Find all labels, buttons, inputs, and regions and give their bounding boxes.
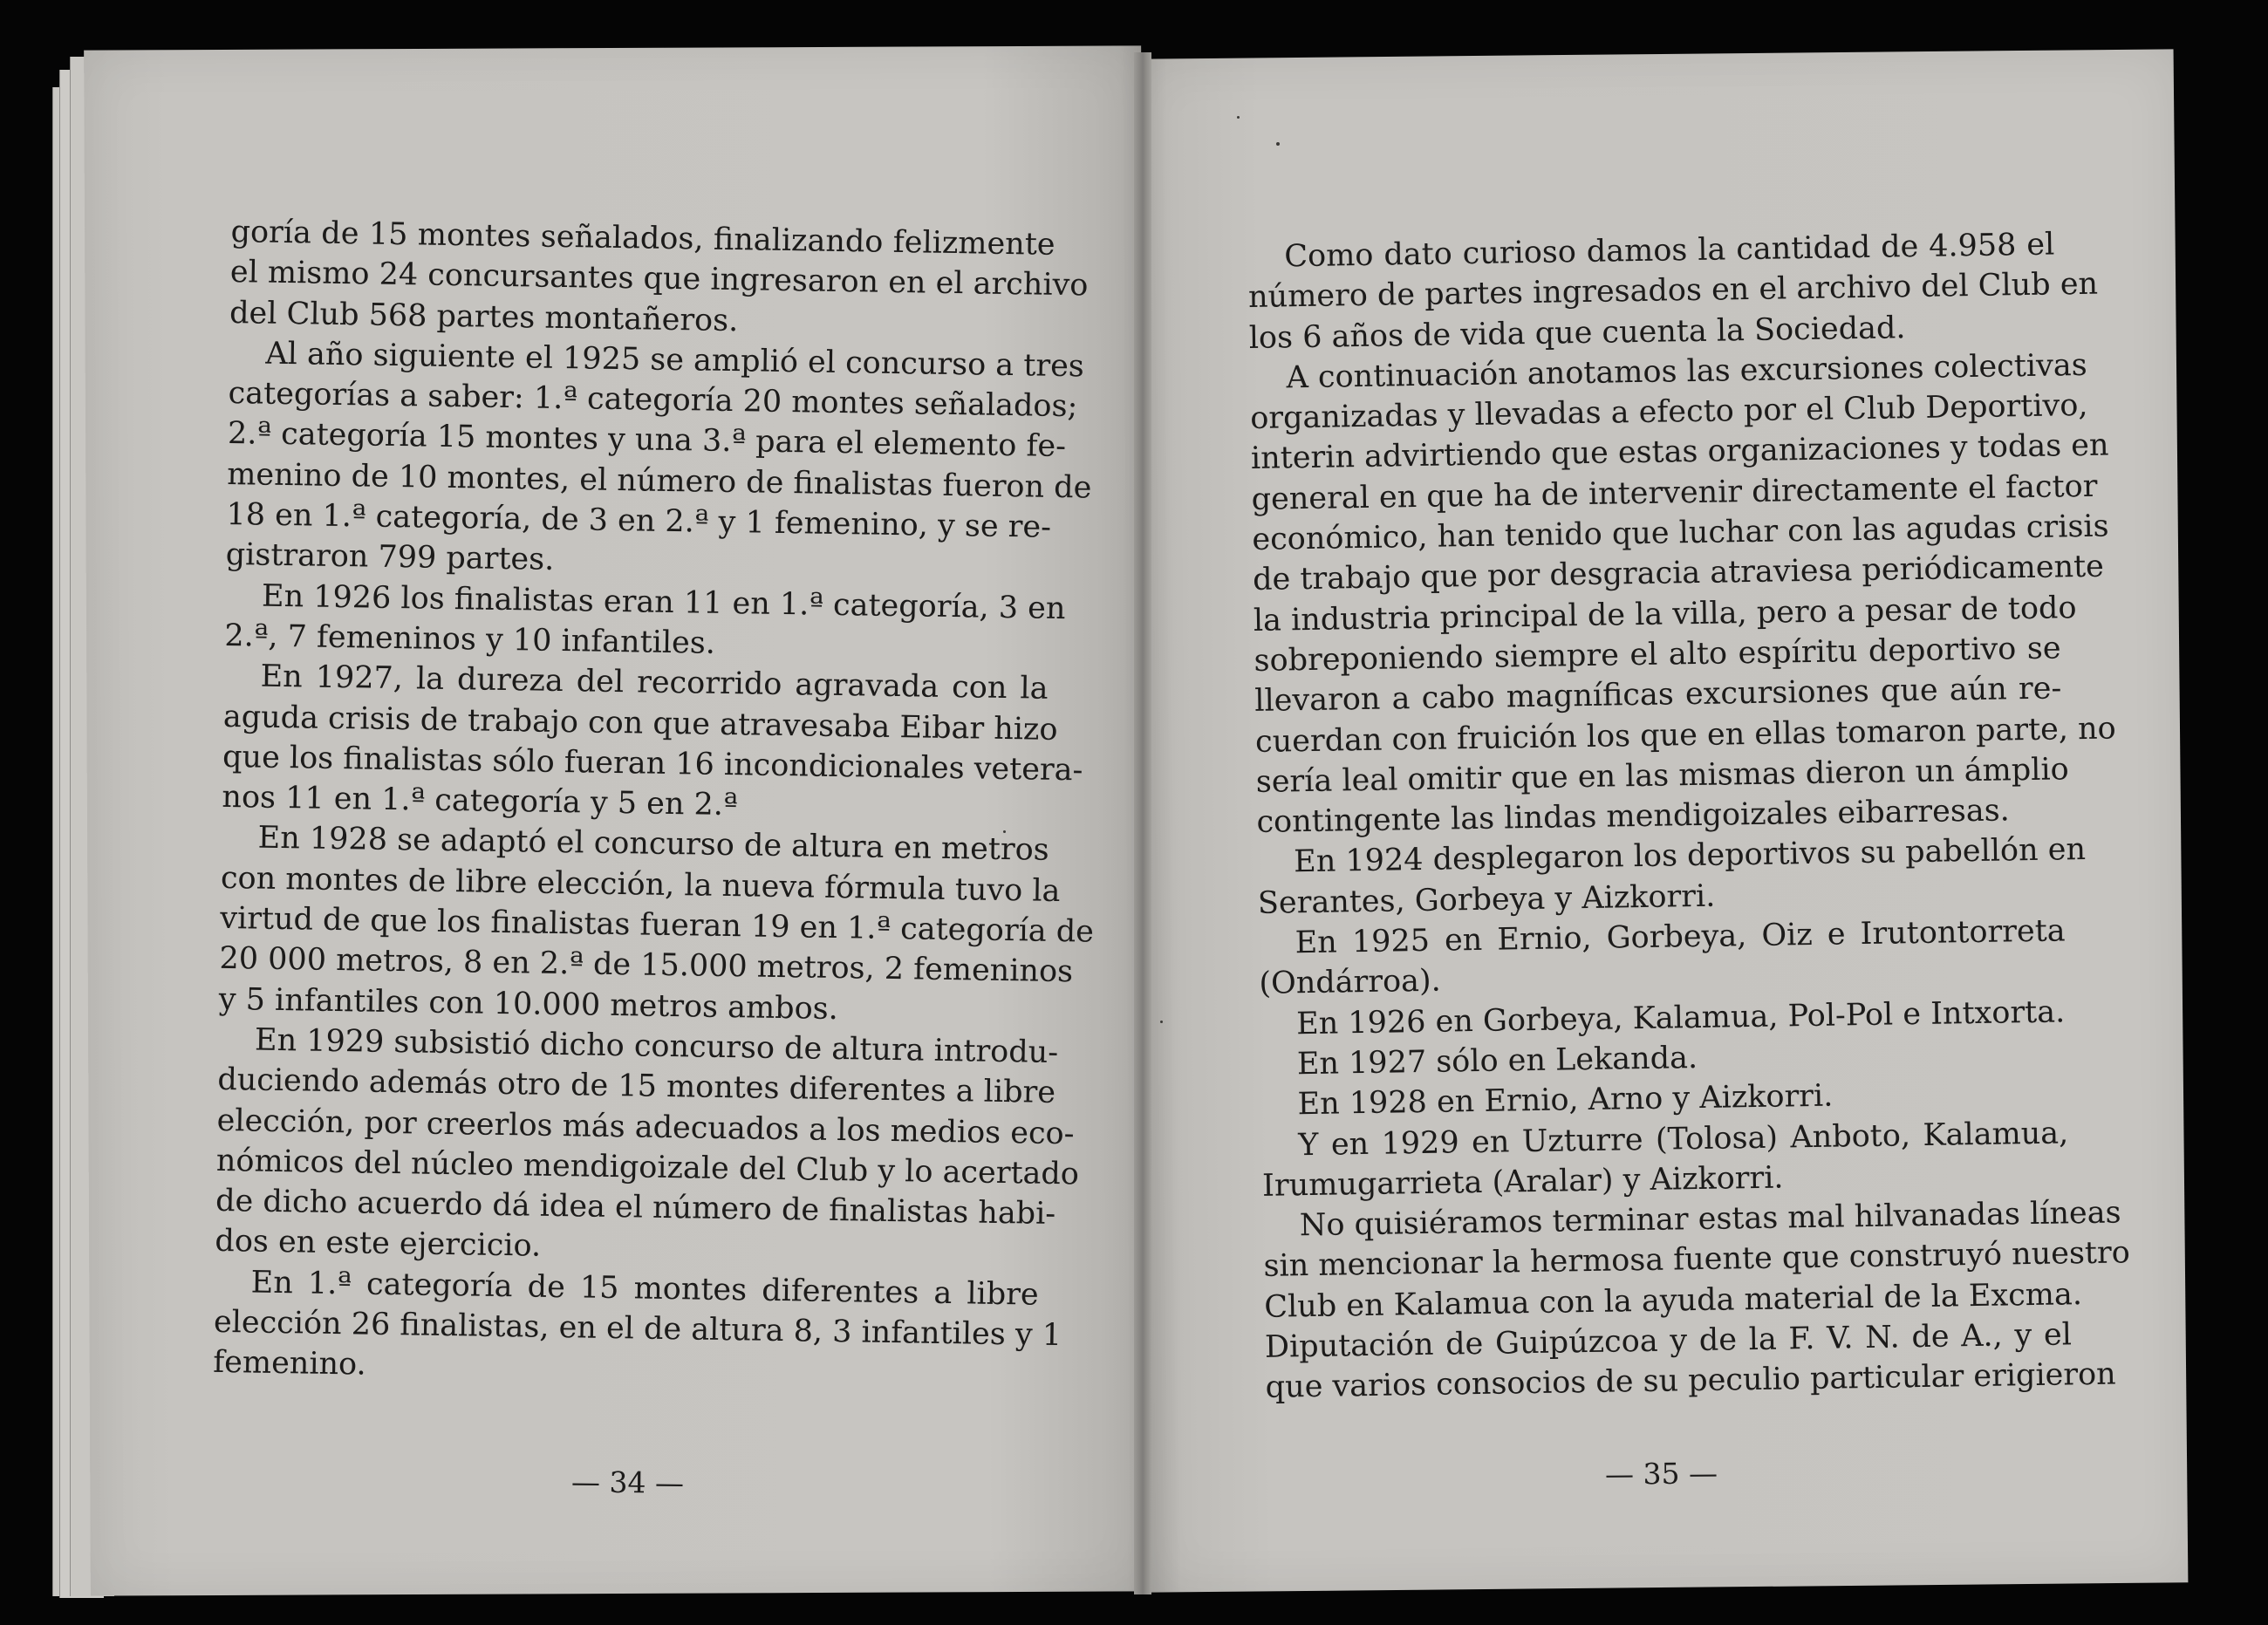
text-line: sin mencionar la hermosa fuente que construyó nuestro [1263, 1235, 2131, 1285]
text-line: menino de 10 montes, el número de finalistas fueron de [226, 456, 1092, 506]
text-line: (Ondárroa). [1259, 963, 1442, 1002]
text-line: número de partes ingresados en el archivo del Club en [1247, 266, 2099, 316]
text-line: económico, han tenido que luchar con las agudas crisis [1252, 509, 2109, 558]
text-line: con montes de libre elección, la nueva fórmula tuvo la [220, 860, 1061, 909]
right-page-text [1247, 224, 2131, 1408]
text-line: femenino. [212, 1345, 367, 1383]
text-line: que varios consocios de su peculio particular erigieron [1265, 1356, 2116, 1406]
text-line: No quisiéramos terminar estas mal hilvanadas líneas [1299, 1195, 2121, 1244]
text-line: virtud de que los finalistas fueran 19 en 1.ª categoría de [219, 900, 1095, 950]
text-line: En 1926 los finalistas eran 11 en 1.ª categoría, 3 en [261, 578, 1066, 626]
text-line: llevaron a cabo magníficas excursiones que aún re- [1254, 671, 2062, 720]
text-line: los 6 años de vida que cuenta la Sociedad. [1248, 310, 1906, 356]
text-line: que los finalistas sólo fueran 16 incondicionales vetera- [222, 739, 1083, 789]
text-line: Diputación de Guipúzcoa y de la F. V. N. de A., y el [1264, 1317, 2073, 1365]
text-line: dos en este ejercicio. [215, 1224, 542, 1265]
page-number-right: — 35 — [1604, 1456, 1718, 1492]
text-line: 20 000 metros, 8 en 2.ª de 15.000 metros, 2 femeninos [219, 941, 1074, 990]
text-line: del Club 568 partes montañeros. [229, 295, 739, 338]
text-line: En 1928 se adaptó el concurso de altura en metros [257, 821, 1049, 869]
text-line: nómicos del núcleo mendigoizale del Club y lo acertado [215, 1143, 1080, 1192]
paper-speck [1160, 1021, 1163, 1023]
text-line: En 1928 en Ernio, Arno y Aizkorri. [1297, 1078, 1834, 1123]
text-line: Y en 1929 en Uzturre (Tolosa) Anboto, Kalamua, [1298, 1115, 2069, 1163]
text-line: En 1925 en Ernio, Gorbeya, Oiz e Irutontorreta [1295, 913, 2066, 961]
book-gutter [1134, 52, 1151, 1594]
text-line: A continuación anotamos las excursiones colectivas [1286, 347, 2087, 396]
text-line: sobreponiendo siempre el alto espíritu deportivo se [1254, 631, 2061, 679]
page-number-left: — 34 — [570, 1465, 685, 1500]
text-line: aguda crisis de trabajo con que atravesaba Eibar hizo [222, 699, 1058, 748]
text-line: la industria principal de la villa, pero a pesar de todo [1253, 590, 2077, 638]
text-line: gistraron 799 partes. [225, 537, 555, 578]
text-line: En 1929 subsistió dicho concurso de altura introdu- [254, 1022, 1059, 1070]
text-line: interin advirtiendo que estas organizaciones y todas en [1250, 428, 2109, 477]
text-line: y 5 infantiles con 10.000 metros ambos. [218, 981, 839, 1027]
text-line: contingente las lindas mendigoizales eibarresas. [1256, 793, 2011, 841]
text-line: En 1927 sólo en Lekanda. [1296, 1040, 1698, 1082]
text-line: 2.ª categoría 15 montes y una 3.ª para el elemento fe- [227, 416, 1067, 465]
text-line: organizadas y llevadas a efecto por el Club Deportivo, [1249, 388, 2088, 437]
text-line: Club en Kalamua con la ayuda material de la Excma. [1263, 1276, 2083, 1325]
text-line: sería leal omitir que en las mismas dieron un ámplio [1255, 752, 2069, 800]
text-line: de trabajo que por desgracia atraviesa periódicamente [1252, 550, 2105, 598]
text-line: Como dato curioso damos la cantidad de 4.958 el [1284, 227, 2055, 275]
text-line: Al año siguiente el 1925 se amplió el concurso a tres [265, 336, 1085, 385]
text-line: En 1924 desplegaron los deportivos su pabellón en [1293, 832, 2087, 880]
text-line: el mismo 24 concursantes que ingresaron en el archivo [229, 255, 1089, 304]
text-line: En 1.ª categoría de 15 montes diferentes a libre [250, 1265, 1039, 1313]
text-line: cuerdan con fruición los que en ellas tomaron parte, no [1254, 710, 2116, 760]
text-line: Irumugarrieta (Aralar) y Aizkorri. [1261, 1160, 1784, 1204]
text-line: categorías a saber: 1.ª categoría 20 montes señalados; [228, 376, 1078, 425]
text-line: general en que ha de intervenir directamente el factor [1251, 468, 2098, 517]
text-line: 18 en 1.ª categoría, de 3 en 2.ª y 1 femenino, y se re- [226, 497, 1052, 545]
text-line: elección, por creerlos más adecuados a los medios eco- [216, 1103, 1075, 1151]
paper-speck [1276, 142, 1280, 146]
text-line: 2.ª, 7 femeninos y 10 infantiles. [224, 618, 716, 661]
text-line: nos 11 en 1.ª categoría y 5 en 2.ª [222, 780, 738, 823]
text-line: de dicho acuerdo dá idea el número de finalistas habi- [215, 1183, 1056, 1232]
paper-speck [1237, 116, 1240, 119]
text-line: Serantes, Gorbeya y Aizkorri. [1257, 878, 1716, 921]
text-line: En 1927, la dureza del recorrido agravada con la [260, 659, 1049, 707]
text-line: duciendo además otro de 15 montes diferentes a libre [217, 1062, 1056, 1111]
text-line: En 1926 en Gorbeya, Kalamua, Pol-Pol e Intxorta. [1295, 994, 2066, 1041]
text-line: elección 26 finalistas, en el de altura 8, 3 infantiles y 1 [213, 1304, 1062, 1354]
left-page-text [212, 212, 1095, 1396]
text-line: goría de 15 montes señalados, finalizando felizmente [230, 214, 1055, 263]
